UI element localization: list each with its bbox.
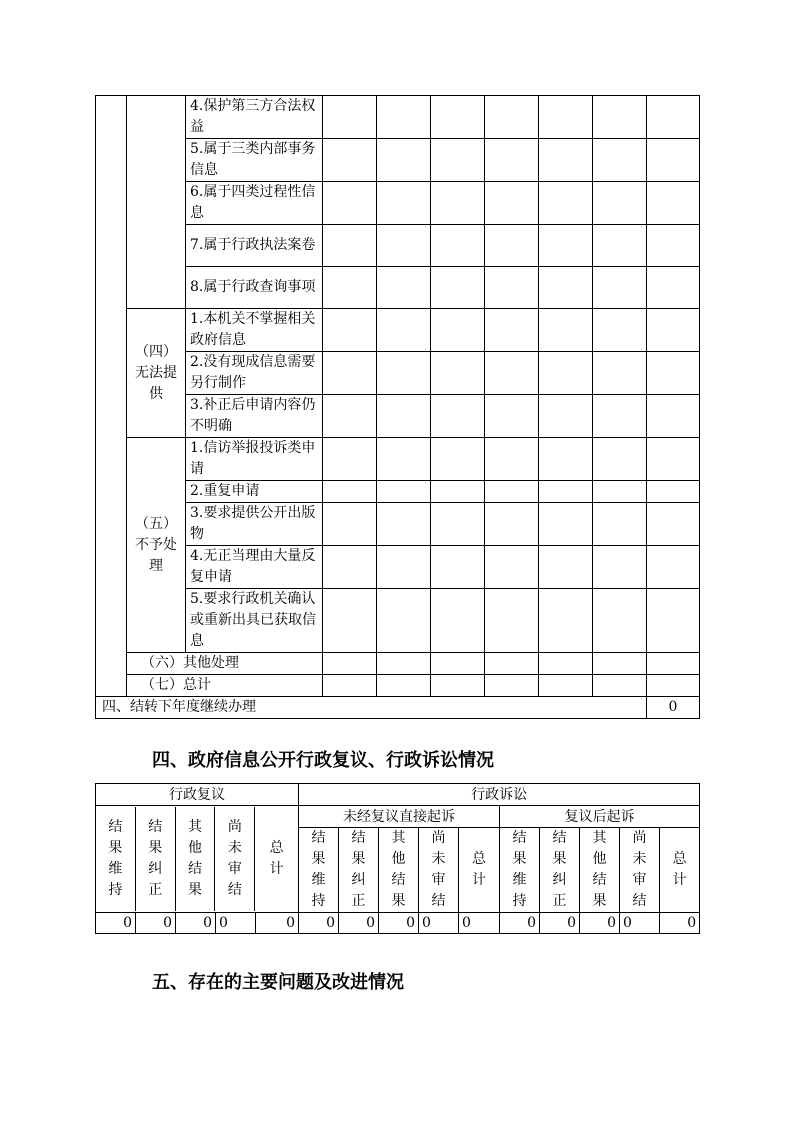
value-cell [647, 546, 700, 589]
litigation-col-header [500, 828, 540, 913]
section5-title: 五、存在的主要问题及改进情况 [152, 972, 404, 993]
review-col-label: 结果纠正 [148, 819, 163, 898]
value-cell [377, 675, 431, 697]
review-col-label: 其他结果 [188, 819, 203, 898]
value-cell [431, 182, 485, 225]
value-cell [485, 503, 539, 546]
group4-label-text: （四）无法提供 [135, 343, 177, 402]
litigation-col-label: 总计 [472, 851, 487, 888]
value-cell [539, 653, 593, 675]
disclosure-handling-table [95, 95, 700, 719]
table-row [96, 182, 700, 225]
admin-review-header: 行政复议 [96, 784, 299, 806]
value-cell [539, 225, 593, 267]
category-item: 8.属于行政查询事项 [186, 267, 323, 309]
after-review-header: 复议后起诉 [500, 806, 700, 828]
value-cell [593, 589, 647, 653]
value-cell [431, 503, 485, 546]
carry-over-label: 四、结转下年度继续办理 [96, 697, 647, 719]
value-cell [323, 267, 377, 309]
table-row [96, 546, 700, 589]
review-col-header [176, 807, 216, 911]
value-cell [485, 546, 539, 589]
value-cell [647, 653, 700, 675]
value-cell [377, 395, 431, 438]
value-cell [323, 395, 377, 438]
value-cell [593, 139, 647, 182]
value-cell [323, 481, 377, 503]
litigation-col-label: 结果纠正 [552, 830, 567, 909]
value-cell [323, 139, 377, 182]
table-row [96, 96, 700, 139]
value-cell [485, 481, 539, 503]
value-cell [539, 589, 593, 653]
value-cell [647, 395, 700, 438]
count-cell: 0 [339, 913, 379, 934]
value-cell [431, 225, 485, 267]
count-cell: 0 [379, 913, 419, 934]
table-row [96, 438, 700, 481]
count-cell: 0 [459, 913, 500, 934]
value-cell [431, 546, 485, 589]
value-cell [431, 267, 485, 309]
value-cell [323, 589, 377, 653]
table-row [96, 139, 700, 182]
value-cell [647, 182, 700, 225]
value-cell [431, 438, 485, 481]
value-cell [485, 675, 539, 697]
value-cell [377, 352, 431, 395]
count-cell: 0 [660, 913, 700, 934]
table-row [96, 395, 700, 438]
table-row [96, 675, 700, 697]
value-cell [647, 438, 700, 481]
table-row [96, 225, 700, 267]
count-cell: 0 [136, 913, 176, 934]
litigation-col-label: 其他结果 [391, 830, 406, 909]
section4-title: 四、政府信息公开行政复议、行政诉讼情况 [152, 750, 494, 771]
value-cell [323, 503, 377, 546]
count-cell: 0 [419, 913, 459, 934]
litigation-col-header [379, 828, 419, 913]
value-cell [377, 653, 431, 675]
value-cell [485, 352, 539, 395]
other-row-label: （六）其他处理 [127, 653, 323, 675]
litigation-col-header [459, 828, 500, 913]
value-cell [539, 309, 593, 352]
review-col-label: 结果维持 [108, 819, 123, 898]
value-cell [539, 675, 593, 697]
litigation-col-header [620, 828, 660, 913]
value-cell [539, 139, 593, 182]
value-cell [377, 546, 431, 589]
value-cell [647, 589, 700, 653]
value-cell [647, 352, 700, 395]
value-cell [593, 309, 647, 352]
review-col-header [255, 807, 298, 911]
value-cell [485, 225, 539, 267]
carry-over-value: 0 [647, 697, 700, 719]
value-cell [647, 139, 700, 182]
count-cell: 0 [216, 913, 256, 934]
value-cell [377, 96, 431, 139]
value-cell [539, 352, 593, 395]
value-cell [485, 653, 539, 675]
value-cell [593, 481, 647, 503]
value-cell [431, 589, 485, 653]
litigation-col-label: 总计 [672, 851, 687, 888]
value-cell [431, 675, 485, 697]
value-cell [485, 395, 539, 438]
category-item: 4.保护第三方合法权益 [186, 96, 323, 139]
review-col-header [96, 807, 136, 911]
value-cell [539, 438, 593, 481]
litigation-col-header [580, 828, 620, 913]
value-cell [485, 589, 539, 653]
value-cell [593, 503, 647, 546]
count-cell: 0 [299, 913, 339, 934]
table-row [96, 481, 700, 503]
value-cell [593, 352, 647, 395]
value-cell [431, 96, 485, 139]
value-cell [377, 503, 431, 546]
category-item: 1.信访举报投诉类申请 [186, 438, 323, 481]
value-cell [431, 352, 485, 395]
litigation-col-header [299, 828, 339, 913]
litigation-col-label: 结果维持 [311, 830, 326, 909]
table-row [96, 267, 700, 309]
value-cell [431, 139, 485, 182]
category-item: 2.重复申请 [186, 481, 323, 503]
value-cell [377, 481, 431, 503]
value-cell [323, 96, 377, 139]
litigation-col-label: 尚未审结 [431, 830, 446, 909]
value-cell [377, 267, 431, 309]
value-cell [593, 395, 647, 438]
review-col-header [215, 807, 255, 911]
value-cell [593, 438, 647, 481]
value-cell [323, 546, 377, 589]
value-cell [647, 675, 700, 697]
litigation-col-label: 结果维持 [512, 830, 527, 909]
value-cell [539, 182, 593, 225]
value-cell [647, 481, 700, 503]
value-cell [377, 182, 431, 225]
value-cell [593, 96, 647, 139]
admin-review-columns [96, 806, 299, 913]
value-cell [323, 309, 377, 352]
review-col-label: 总计 [269, 840, 284, 877]
value-cell [377, 225, 431, 267]
table-row [96, 653, 700, 675]
value-cell [593, 225, 647, 267]
value-cell [539, 503, 593, 546]
count-cell: 0 [580, 913, 620, 934]
table-row [96, 503, 700, 546]
value-cell [647, 309, 700, 352]
group3-label-cell [127, 96, 186, 309]
review-col-label: 尚未审结 [227, 819, 242, 898]
value-cell [377, 139, 431, 182]
value-cell [539, 267, 593, 309]
value-cell [647, 96, 700, 139]
value-cell [377, 589, 431, 653]
value-cell [593, 546, 647, 589]
value-cell [485, 267, 539, 309]
value-cell [593, 675, 647, 697]
total-row-label: （七）总计 [127, 675, 323, 697]
value-cell [539, 96, 593, 139]
litigation-col-label: 其他结果 [592, 830, 607, 909]
value-cell [431, 395, 485, 438]
table-row [96, 352, 700, 395]
category-item: 5.要求行政机关确认或重新出具已获取信息 [186, 589, 323, 653]
category-item: 3.要求提供公开出版物 [186, 503, 323, 546]
group5-label [127, 438, 186, 653]
litigation-col-header [339, 828, 379, 913]
litigation-col-header [540, 828, 580, 913]
category-item: 2.没有现成信息需要另行制作 [186, 352, 323, 395]
direct-suit-header: 未经复议直接起诉 [299, 806, 500, 828]
value-cell [323, 438, 377, 481]
category-item: 7.属于行政执法案卷 [186, 225, 323, 267]
value-cell [647, 503, 700, 546]
category-item: 4.无正当理由大量反复申请 [186, 546, 323, 589]
value-cell [485, 96, 539, 139]
table-row [96, 589, 700, 653]
group4-label [127, 309, 186, 438]
value-cell [431, 481, 485, 503]
litigation-col-header [419, 828, 459, 913]
value-cell [431, 309, 485, 352]
value-cell [323, 653, 377, 675]
value-cell [539, 481, 593, 503]
count-cell: 0 [540, 913, 580, 934]
value-cell [431, 653, 485, 675]
count-cell: 0 [620, 913, 660, 934]
review-col-header [136, 807, 176, 911]
value-cell [377, 309, 431, 352]
review-litigation-table [95, 783, 700, 934]
value-cell [539, 546, 593, 589]
category-item: 5.属于三类内部事务信息 [186, 139, 323, 182]
value-cell [323, 352, 377, 395]
admin-litigation-header: 行政诉讼 [299, 784, 700, 806]
category-item: 1.本机关不掌握相关政府信息 [186, 309, 323, 352]
value-cell [485, 182, 539, 225]
value-cell [647, 225, 700, 267]
litigation-col-label: 结果纠正 [351, 830, 366, 909]
value-cell [647, 267, 700, 309]
value-cell [485, 309, 539, 352]
category-item: 3.补正后申请内容仍不明确 [186, 395, 323, 438]
outer-category-cell [96, 96, 127, 697]
value-cell [593, 182, 647, 225]
value-cell [377, 438, 431, 481]
group5-label-text: （五）不予处理 [135, 515, 177, 574]
litigation-col-label: 尚未审结 [632, 830, 647, 909]
table-row [96, 309, 700, 352]
count-cell: 0 [176, 913, 216, 934]
litigation-col-header [660, 828, 700, 913]
value-cell [593, 653, 647, 675]
count-cell: 0 [256, 913, 299, 934]
value-cell [323, 225, 377, 267]
value-cell [485, 139, 539, 182]
value-cell [593, 267, 647, 309]
count-cell: 0 [96, 913, 136, 934]
value-cell [539, 395, 593, 438]
category-item: 6.属于四类过程性信息 [186, 182, 323, 225]
value-cell [323, 675, 377, 697]
count-cell: 0 [500, 913, 540, 934]
value-cell [323, 182, 377, 225]
value-cell [485, 438, 539, 481]
carry-over-row [96, 697, 700, 719]
